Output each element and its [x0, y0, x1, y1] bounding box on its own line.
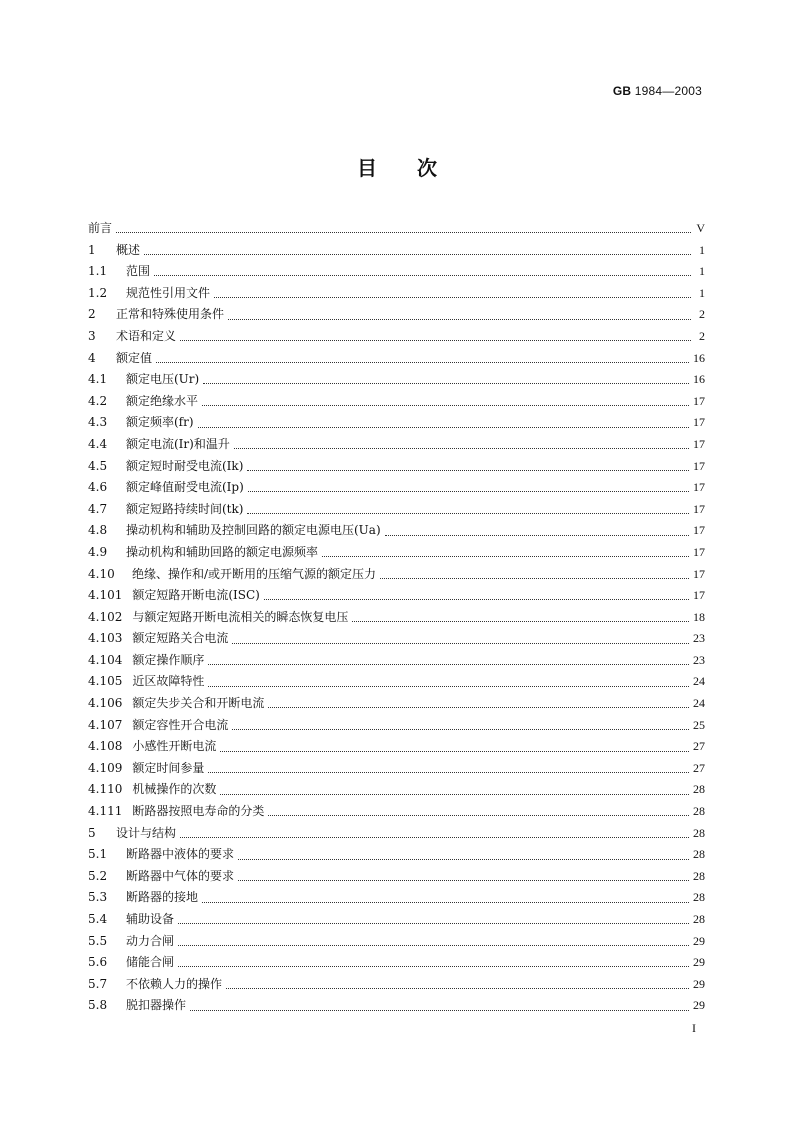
- leader-dots: [247, 470, 689, 471]
- toc-entry-page: 17: [693, 480, 705, 495]
- toc-entry-number: 4.108: [88, 739, 123, 754]
- toc-entry-number: 2: [88, 307, 96, 322]
- toc-entry-label: 额定电压(Ur): [126, 372, 200, 387]
- toc-entry-label: 额定短路关合电流: [132, 631, 229, 646]
- leader-dots: [238, 880, 689, 881]
- toc-entry-label: 额定失步关合和开断电流: [132, 696, 265, 711]
- leader-dots: [202, 405, 689, 406]
- toc-entry-label: 断路器的接地: [126, 890, 199, 905]
- leader-dots: [198, 427, 689, 428]
- toc-entry[interactable]: [88, 477, 705, 499]
- toc-entry-number: 4.8: [88, 523, 108, 538]
- toc-entry-number: 4.102: [88, 609, 123, 624]
- toc-entry-label: 术语和定义: [116, 328, 177, 343]
- toc-entry[interactable]: [88, 261, 705, 283]
- leader-dots: [116, 232, 691, 233]
- toc-entry-number: 5.4: [88, 912, 108, 926]
- toc-entry[interactable]: [88, 974, 705, 996]
- toc-entry-number: 4.104: [88, 652, 123, 667]
- toc-entry[interactable]: [88, 715, 705, 737]
- leader-dots: [228, 319, 691, 320]
- toc-entry-page: 17: [693, 393, 705, 408]
- toc-entry-label: 断路器中液体的要求: [126, 847, 235, 862]
- leader-dots: [232, 643, 689, 644]
- toc-entry[interactable]: [88, 240, 705, 262]
- toc-entry-number: 4.9: [88, 544, 108, 559]
- toc-entry[interactable]: [88, 995, 705, 1017]
- leader-dots: [180, 837, 689, 838]
- toc-entry-page: 28: [693, 847, 705, 862]
- toc-entry[interactable]: [88, 909, 705, 931]
- toc-entry-label: 断路器按照电寿命的分类: [132, 804, 265, 819]
- toc-entry-number: 4.1: [88, 372, 108, 387]
- toc-entry[interactable]: [88, 844, 705, 866]
- toc-entry-page: 17: [693, 588, 705, 603]
- toc-entry-label: 额定短路持续时间(tk): [126, 501, 244, 516]
- toc-entry-page: 27: [693, 739, 705, 754]
- toc-entry-number: 4.109: [88, 760, 123, 775]
- toc-entry[interactable]: [88, 218, 705, 240]
- toc-entry-label: 规范性引用文件: [126, 285, 211, 300]
- toc-entry-number: 4.105: [88, 674, 123, 689]
- leader-dots: [226, 988, 689, 989]
- toc-entry-label: 操动机构和辅助回路的额定电源频率: [126, 544, 319, 559]
- toc-entry-number: 4.101: [88, 588, 123, 603]
- toc-entry-label: 范围: [126, 264, 151, 279]
- standard-number: GB 1984—2003: [612, 84, 702, 98]
- toc-entry-number: 5.5: [88, 933, 108, 948]
- toc-entry-page: 25: [693, 717, 705, 732]
- toc-entry[interactable]: [88, 542, 705, 564]
- toc-entry-label: 额定短路开断电流(ISC): [132, 588, 260, 603]
- toc-entry[interactable]: [88, 607, 705, 629]
- leader-dots: [264, 599, 689, 600]
- leader-dots: [178, 945, 689, 946]
- leader-dots: [156, 362, 689, 363]
- toc-entry-label: 前言: [88, 221, 113, 235]
- toc-entry-page: 1: [699, 264, 705, 279]
- toc-entry-number: 4.106: [88, 696, 123, 711]
- leader-dots: [268, 707, 689, 708]
- toc-entry-label: 机械操作的次数: [132, 782, 217, 797]
- leader-dots: [214, 297, 691, 298]
- table-of-contents: [88, 218, 705, 1017]
- toc-entry-number: 5.3: [88, 890, 108, 905]
- toc-entry-page: 29: [693, 933, 705, 948]
- toc-entry[interactable]: [88, 585, 705, 607]
- toc-entry-page: 16: [693, 350, 705, 365]
- toc-entry[interactable]: [88, 391, 705, 413]
- toc-entry-label: 动力合闸: [126, 933, 175, 948]
- toc-entry[interactable]: [88, 434, 705, 456]
- toc-entry[interactable]: [88, 801, 705, 823]
- toc-entry[interactable]: [88, 348, 705, 370]
- toc-entry-number: 5.1: [88, 847, 108, 862]
- toc-entry-page: 23: [693, 631, 705, 646]
- leader-dots: [322, 556, 689, 557]
- leader-dots: [232, 729, 689, 730]
- toc-entry-page: 1: [699, 285, 705, 300]
- toc-entry-page: 18: [693, 609, 705, 624]
- toc-entry-label: 正常和特殊使用条件: [116, 307, 225, 322]
- toc-entry[interactable]: [88, 369, 705, 391]
- toc-entry-page: 2: [699, 328, 705, 343]
- toc-entry-number: 4.2: [88, 393, 108, 408]
- page-number: I: [692, 1021, 696, 1035]
- toc-entry-label: 辅助设备: [126, 912, 175, 926]
- toc-entry[interactable]: [88, 456, 705, 478]
- toc-entry[interactable]: [88, 887, 705, 909]
- leader-dots: [208, 686, 689, 687]
- toc-entry-page: 28: [693, 890, 705, 905]
- leader-dots: [208, 772, 689, 773]
- toc-entry[interactable]: [88, 304, 705, 326]
- toc-entry-number: 4.107: [88, 717, 123, 732]
- toc-entry-label: 额定频率(fr): [126, 415, 194, 430]
- toc-entry-page: 28: [693, 868, 705, 883]
- toc-entry-number: 4.6: [88, 480, 108, 495]
- toc-entry-label: 额定容性开合电流: [132, 717, 229, 732]
- leader-dots: [220, 751, 689, 752]
- toc-entry-number: 5.2: [88, 868, 108, 883]
- toc-entry-number: 4.103: [88, 631, 123, 646]
- leader-dots: [238, 859, 689, 860]
- leader-dots: [203, 383, 689, 384]
- toc-entry-page: 17: [693, 501, 705, 516]
- toc-entry-number: 4.4: [88, 436, 108, 451]
- leader-dots: [180, 340, 691, 341]
- toc-entry-page: 29: [693, 955, 705, 970]
- toc-entry[interactable]: [88, 931, 705, 953]
- toc-entry-label: 额定时间参量: [132, 760, 205, 775]
- toc-entry-number: 4.10: [88, 566, 115, 581]
- leader-dots: [352, 621, 689, 622]
- toc-entry-page: 23: [693, 652, 705, 667]
- leader-dots: [190, 1010, 689, 1011]
- toc-entry[interactable]: [88, 326, 705, 348]
- toc-entry-page: 2: [699, 307, 705, 322]
- toc-entry[interactable]: [88, 650, 705, 672]
- toc-entry-page: 27: [693, 760, 705, 775]
- toc-entry-page: 29: [693, 998, 705, 1013]
- toc-entry-label: 额定操作顺序: [132, 652, 205, 667]
- toc-entry-page: 17: [693, 566, 705, 581]
- toc-entry-page: V: [696, 221, 705, 235]
- leader-dots: [234, 448, 689, 449]
- toc-entry-number: 5.7: [88, 976, 108, 991]
- leader-dots: [380, 578, 689, 579]
- toc-entry-page: 28: [693, 825, 705, 840]
- toc-entry-page: 17: [693, 436, 705, 451]
- toc-entry-label: 断路器中气体的要求: [126, 868, 235, 883]
- toc-entry[interactable]: [88, 779, 705, 801]
- toc-entry-number: 4.5: [88, 458, 108, 473]
- toc-entry-page: 29: [693, 976, 705, 991]
- toc-entry-label: 小感性开断电流: [132, 739, 217, 754]
- toc-entry-label: 不依赖人力的操作: [126, 976, 223, 991]
- leader-dots: [154, 275, 691, 276]
- toc-entry[interactable]: [88, 499, 705, 521]
- toc-entry-number: 4.111: [88, 804, 123, 819]
- toc-entry-number: 1.1: [88, 264, 108, 279]
- page-title: 目次: [357, 156, 477, 180]
- toc-entry[interactable]: [88, 952, 705, 974]
- toc-entry[interactable]: [88, 628, 705, 650]
- toc-entry-number: 4.7: [88, 501, 108, 516]
- toc-entry[interactable]: [88, 758, 705, 780]
- leader-dots: [144, 254, 691, 255]
- leader-dots: [202, 902, 689, 903]
- toc-entry-page: 1: [699, 242, 705, 257]
- toc-entry[interactable]: [88, 693, 705, 715]
- toc-entry[interactable]: [88, 412, 705, 434]
- toc-entry-number: 5: [88, 825, 96, 840]
- toc-entry-label: 与额定短路开断电流相关的瞬态恢复电压: [132, 609, 349, 624]
- toc-entry-page: 28: [693, 782, 705, 797]
- toc-entry-page: 17: [693, 523, 705, 538]
- toc-entry-page: 24: [693, 674, 705, 689]
- toc-entry-label: 脱扣器操作: [126, 998, 187, 1013]
- toc-entry-label: 额定短时耐受电流(Ik): [126, 458, 244, 473]
- toc-entry-page: 16: [693, 372, 705, 387]
- leader-dots: [178, 923, 689, 924]
- toc-entry-number: 5.8: [88, 998, 108, 1013]
- toc-entry-label: 设计与结构: [116, 825, 177, 840]
- toc-entry-number: 5.6: [88, 955, 108, 970]
- toc-entry[interactable]: [88, 520, 705, 542]
- toc-entry-number: 1.2: [88, 285, 108, 300]
- toc-entry[interactable]: [88, 736, 705, 758]
- toc-entry-label: 额定电流(Ir)和温升: [126, 436, 230, 451]
- toc-entry-page: 17: [693, 544, 705, 559]
- toc-entry-number: 4.110: [88, 782, 123, 797]
- toc-entry[interactable]: [88, 823, 705, 845]
- toc-entry-label: 额定峰值耐受电流(Ip): [126, 480, 244, 495]
- toc-entry-label: 绝缘、操作和/或开断用的压缩气源的额定压力: [132, 566, 377, 581]
- leader-dots: [178, 966, 689, 967]
- leader-dots: [268, 815, 689, 816]
- toc-entry-label: 操动机构和辅助及控制回路的额定电源电压(Ua): [126, 523, 381, 538]
- leader-dots: [208, 664, 689, 665]
- toc-entry-number: 1: [88, 242, 96, 257]
- toc-entry-label: 额定绝缘水平: [126, 393, 199, 408]
- leader-dots: [220, 794, 689, 795]
- toc-entry-number: 3: [88, 328, 96, 343]
- leader-dots: [248, 491, 689, 492]
- toc-entry-number: 4: [88, 350, 96, 365]
- toc-entry-label: 概述: [116, 242, 141, 257]
- toc-entry-page: 24: [693, 696, 705, 711]
- toc-entry-number: 4.3: [88, 415, 108, 430]
- toc-entry[interactable]: [88, 866, 705, 888]
- toc-entry[interactable]: [88, 671, 705, 693]
- leader-dots: [385, 535, 689, 536]
- toc-entry-label: 额定值: [116, 350, 153, 365]
- toc-entry-page: 17: [693, 415, 705, 430]
- toc-entry-page: 28: [693, 912, 705, 926]
- toc-entry-label: 储能合闸: [126, 955, 175, 970]
- toc-entry[interactable]: [88, 564, 705, 586]
- toc-entry-page: 17: [693, 458, 705, 473]
- leader-dots: [247, 513, 689, 514]
- toc-entry-label: 近区故障特性: [132, 674, 205, 689]
- toc-entry[interactable]: [88, 283, 705, 305]
- toc-entry-page: 28: [693, 804, 705, 819]
